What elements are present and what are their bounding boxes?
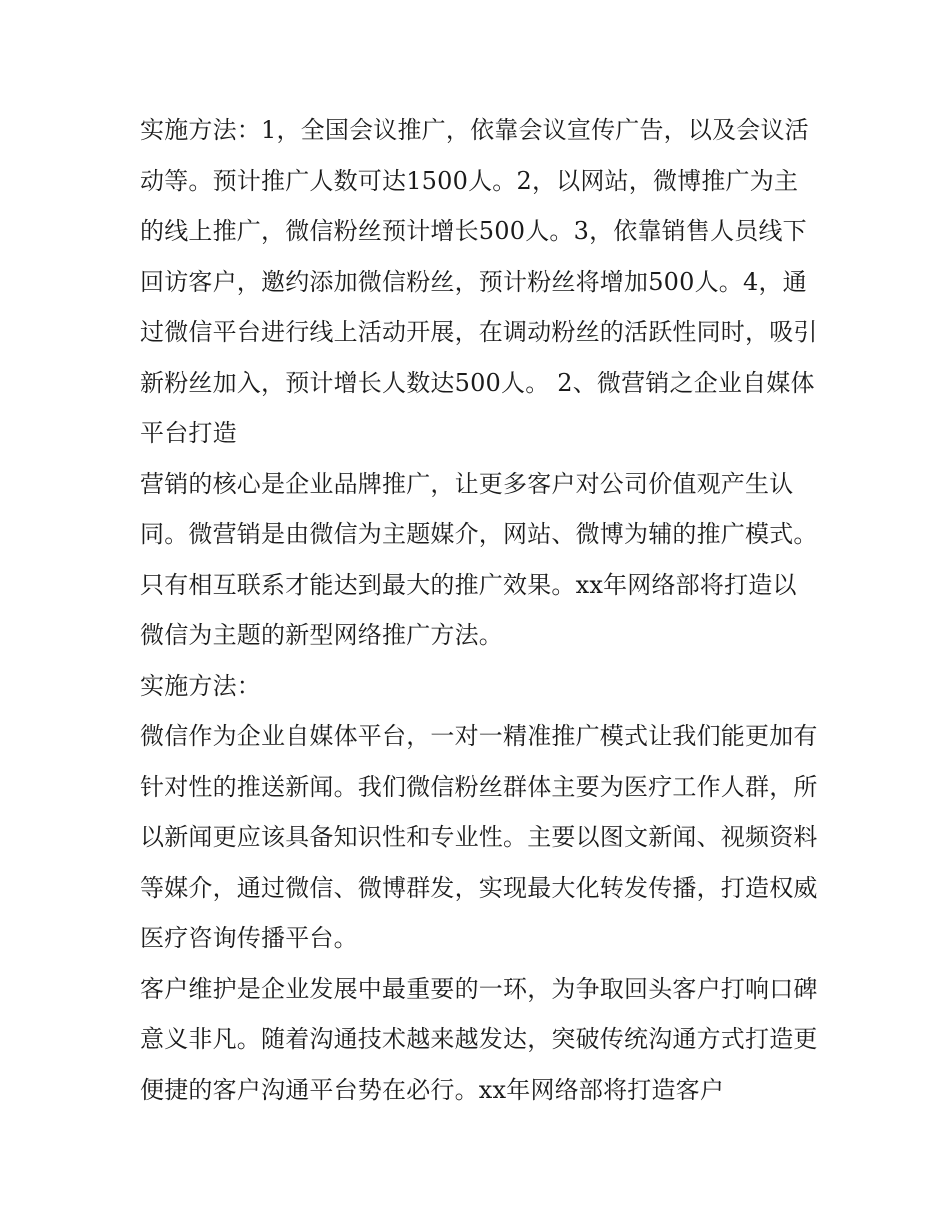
paragraph-customer-maintenance: 客户维护是企业发展中最重要的一环，为争取回头客户打响口碑意义非凡。随着沟通技术越来越发达，突破传统沟通方式打造更便捷的客户沟通平台势在必行。xx年网络部将打造客户 — [140, 974, 818, 1104]
document-body — [140, 105, 820, 1115]
paragraph-wechat-platform: 微信作为企业自媒体平台，一对一精准推广模式让我们能更加有针对性的推送新闻。我们微信粉丝群体主要为医疗工作人群，所以新闻更应该具备知识性和专业性。主要以图文新闻、视频资料等媒介，通过微信、微博群发，实现最大化转发传播，打造权威医疗咨询传播平台。 — [140, 722, 818, 952]
paragraph-marketing-core: 营销的核心是企业品牌推广，让更多客户对公司价值观产生认同。微营销是由微信为主题媒介，网站、微博为辅的推广模式。只有相互联系才能达到最大的推广效果。xx年网络部将打造以微信为主题的新型网络推广方法。 — [140, 469, 818, 649]
paragraph-implementation-methods-1: 实施方法：1，全国会议推广，依靠会议宣传广告，以及会议活动等。预计推广人数可达1500人。2，以网站，微博推广为主的线上推广，微信粉丝预计增长500人。3，依靠销售人员线下回访客户，邀约添加微信粉丝，预计粉丝将增加500人。4，通过微信平台进行线上活动开展，在调动粉丝的活跃性同时，吸引新粉丝加入，预计增长人数达500人。 2、微营销之企业自媒体平台打造 — [140, 116, 818, 447]
paragraph-implementation-methods-heading: 实施方法： — [140, 671, 261, 700]
